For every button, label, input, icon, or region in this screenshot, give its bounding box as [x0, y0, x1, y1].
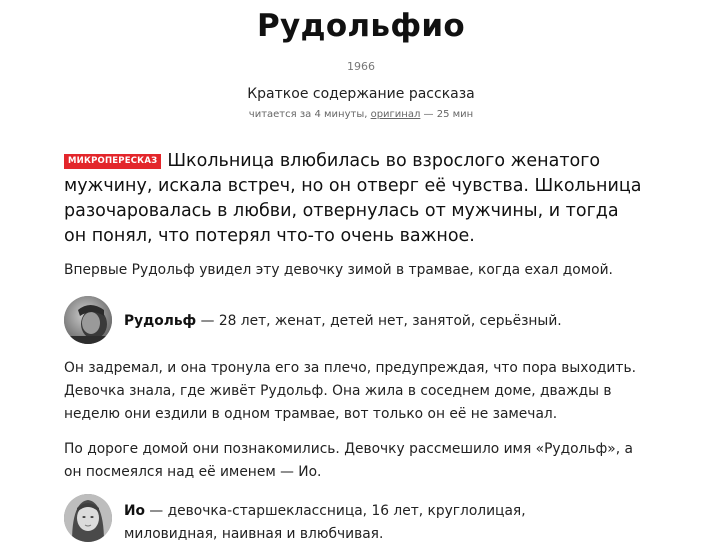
rudolf-portrait-icon: [64, 296, 112, 344]
rudolf-desc: — 28 лет, женат, детей нет, занятой, серьёзный.: [196, 313, 562, 329]
paragraph-2: Он задремал, и она тронула его за плечо, предупреждая, что пора выходить. Девочка знала, где живёт Рудольф. Она жила в соседнем доме, дважды в неделю они ездили в одном трамвае, вот только он её не замечал.: [64, 360, 636, 422]
publication-year: 1966: [347, 60, 375, 73]
rudolf-description: [124, 310, 594, 333]
io-portrait-icon: [64, 494, 112, 542]
paragraph-3: По дороге домой они познакомились. Девочку рассмешило имя «Рудольф», а он посмеялся над её именем — Ио.: [64, 441, 633, 480]
original-link[interactable]: оригинал: [370, 109, 421, 120]
micro-summary-badge: МИКРОПЕРЕСКАЗ: [64, 154, 161, 169]
micro-summary: [64, 149, 644, 249]
original-time: — 25 мин: [420, 109, 474, 120]
rudolf-avatar: [64, 296, 112, 344]
rudolf-name: Рудольф: [124, 313, 197, 329]
io-description: [124, 500, 594, 546]
io-name: Ио: [124, 503, 146, 519]
reading-time: читается за 4 минуты,: [248, 109, 371, 120]
paragraph-1: Впервые Рудольф увидел эту девочку зимой в трамвае, когда ехал домой.: [64, 262, 613, 278]
io-desc: — девочка-старшеклассница, 16 лет, круглолицая, миловидная, наивная и влюбчивая.: [124, 503, 526, 542]
reading-meta: [0, 109, 722, 120]
micro-summary-text: Школьница влюбилась во взрослого женатого мужчину, искала встреч, но он отверг её чувства. Школьница разочаровалась в любви, отвернулась от мужчины, и тогда он понял, что потерял что-то очень важное.: [64, 151, 642, 246]
page-subtitle: Краткое содержание рассказа: [247, 86, 475, 102]
io-avatar: [64, 494, 112, 542]
page-title: Рудольфио: [256, 8, 466, 44]
